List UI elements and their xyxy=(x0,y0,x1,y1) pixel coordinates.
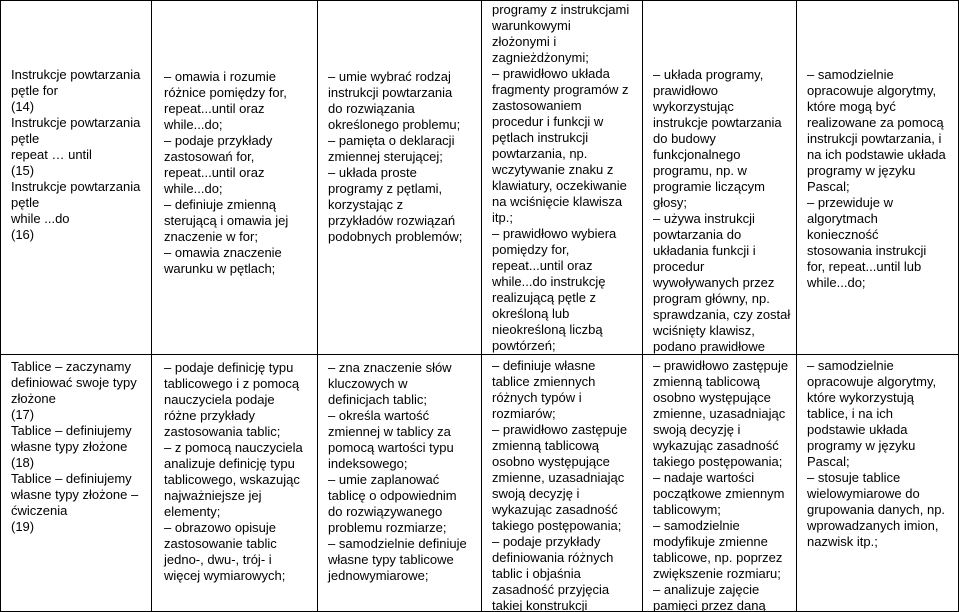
cell-text-line: for, repeat...until lub xyxy=(807,259,922,274)
cell-level-1 xyxy=(151,354,317,612)
cell-text-line: pamięci przez daną xyxy=(653,598,766,612)
cell-text-line: – stosuje tablice xyxy=(807,470,901,485)
cell-text-line: itp.; xyxy=(492,210,513,225)
cell-lines xyxy=(643,67,796,354)
cell-text-line: – prawidłowo wybiera xyxy=(492,226,617,241)
cell-level-4 xyxy=(642,0,796,354)
cell-text-line: tablicowego, wskazując xyxy=(164,472,300,487)
cell-lines xyxy=(152,69,317,277)
cell-text-line: osobno występujące xyxy=(492,454,610,469)
cell-text-line: fragmenty programów z xyxy=(492,82,629,97)
cell-text-line: definiowania różnych xyxy=(492,550,614,565)
cell-text-line: – podaje przykłady xyxy=(164,133,273,148)
cell-text-line: Tablice – definiujemy xyxy=(11,423,132,438)
cell-text-line: podstawie układa xyxy=(807,422,908,437)
cell-text-line: sprawdzania, czy został xyxy=(653,307,791,322)
cell-text-line: pomocą wartości typu xyxy=(328,440,454,455)
cell-text-line: powtórzeń; xyxy=(492,338,556,353)
cell-text-line: które mogą być xyxy=(807,99,896,114)
cell-text-line: – umie zaplanować xyxy=(328,472,440,487)
cell-text-line: Tablice – zaczynamy xyxy=(11,359,131,374)
cell-text-line: konieczność xyxy=(807,227,879,242)
cell-text-line: – obrazowo opisuje xyxy=(164,520,277,535)
cell-text-line: – układa programy, xyxy=(653,67,764,82)
cell-level-4 xyxy=(642,354,796,612)
table-row-arrays xyxy=(0,354,959,612)
cell-text-line: – samodzielnie xyxy=(653,518,740,533)
cell-text-line: (19) xyxy=(11,519,35,534)
cell-text-line: zmienną tablicową xyxy=(653,374,760,389)
cell-text-line: podobnych problemów; xyxy=(328,229,463,244)
cell-text-line: zmiennej w tablicy za xyxy=(328,424,451,439)
cell-lines xyxy=(482,358,642,612)
cell-text-line: tablicowego i z pomocą xyxy=(164,376,300,391)
cell-text-line: analizuje definicję typu xyxy=(164,456,295,471)
cell-text-line: repeat...until oraz xyxy=(164,101,265,116)
cell-text-line: zwiększenie rozmiaru; xyxy=(653,566,781,581)
cell-text-line: Pascal; xyxy=(807,454,850,469)
cell-text-line: repeat … until xyxy=(11,147,92,162)
cell-text-line: – zna znaczenie słów xyxy=(328,360,452,375)
cell-text-line: takiego postępowania; xyxy=(492,518,622,533)
cell-text-line: instrukcji powtarzania xyxy=(328,85,453,100)
cell-text-line: – omawia i rozumie xyxy=(164,69,276,84)
cell-level-5 xyxy=(796,354,959,612)
cell-text-line: – prawidłowo zastępuje xyxy=(492,422,628,437)
cell-text-line: do budowy xyxy=(653,131,716,146)
cell-text-line: – definiuje własne xyxy=(492,358,596,373)
cell-text-line: programie liczącym xyxy=(653,179,765,194)
cell-text-line: swoją decyzję i xyxy=(653,422,741,437)
cell-text-line: programy w języku xyxy=(807,163,916,178)
cell-topic xyxy=(0,0,151,354)
cell-text-line: nieokreśloną liczbą xyxy=(492,322,603,337)
cell-text-line: własne typy tablicowe xyxy=(328,552,454,567)
cell-text-line: wczytywanie znaku z xyxy=(492,162,614,177)
cell-text-line: określonego problemu; xyxy=(328,117,461,132)
cell-lines xyxy=(482,2,642,354)
cell-text-line: sterującą i omawia jej xyxy=(164,213,289,228)
cell-text-line: – prawidłowo zastępuje xyxy=(653,358,789,373)
cell-text-line: zastosowanie tablic xyxy=(164,536,277,551)
cell-text-line: zasadność przyjęcia xyxy=(492,582,610,597)
cell-text-line: tablic i objaśnia xyxy=(492,566,581,581)
cell-text-line: tablicę o odpowiednim xyxy=(328,488,457,503)
cell-text-line: algorytmach xyxy=(807,211,878,226)
cell-text-line: które wykorzystują xyxy=(807,390,914,405)
cell-text-line: tablice, i na ich xyxy=(807,406,893,421)
cell-text-line: – samodzielnie xyxy=(807,358,894,373)
cell-text-line: while ...do xyxy=(11,211,70,226)
cell-text-line: powtarzania, np. xyxy=(492,146,588,161)
cell-level-3 xyxy=(481,0,642,354)
cell-text-line: różnych typów i xyxy=(492,390,582,405)
cell-level-2 xyxy=(317,0,481,354)
cell-text-line: układania funkcji i xyxy=(653,243,756,258)
cell-text-line: ćwiczenia xyxy=(11,503,68,518)
cell-text-line: prawidłowo xyxy=(653,83,719,98)
cell-text-line: korzystając z xyxy=(328,197,404,212)
cell-lines xyxy=(318,360,481,584)
cell-text-line: – omawia znaczenie xyxy=(164,245,282,260)
cell-text-line: while...do; xyxy=(164,181,223,196)
cell-text-line: tablicowe, np. poprzez xyxy=(653,550,783,565)
cell-text-line: – podaje przykłady xyxy=(492,534,601,549)
cell-lines xyxy=(797,67,958,291)
cell-text-line: zastosowań for, xyxy=(164,149,255,164)
cell-text-line: najważniejsze jej xyxy=(164,488,262,503)
cell-text-line: zmienne, uzasadniając xyxy=(492,470,625,485)
cell-text-line: – pamięta o deklaracji xyxy=(328,133,455,148)
cell-text-line: – przewiduje w xyxy=(807,195,893,210)
cell-text-line: – umie wybrać rodzaj xyxy=(328,69,451,84)
cell-text-line: – definiuje zmienną xyxy=(164,197,277,212)
cell-text-line: wywoływanych przez xyxy=(653,275,775,290)
cell-text-line: rozmiarów; xyxy=(492,406,556,421)
cell-text-line: na ich podstawie układa xyxy=(807,147,946,162)
cell-text-line: procedur xyxy=(653,259,705,274)
cell-text-line: opracowuje algorytmy, xyxy=(807,374,937,389)
cell-text-line: takiej konstrukcji xyxy=(492,598,588,612)
cell-text-line: Pascal; xyxy=(807,179,850,194)
cell-text-line: pomiędzy for, xyxy=(492,242,570,257)
cell-text-line: realizującą pętle z xyxy=(492,290,597,305)
cell-level-2 xyxy=(317,354,481,612)
cell-text-line: kluczowych w xyxy=(328,376,408,391)
cell-text-line: takiego postępowania; xyxy=(653,454,783,469)
cell-text-line: programu, np. w xyxy=(653,163,747,178)
cell-text-line: – układa proste xyxy=(328,165,417,180)
cell-text-line: wykorzystując xyxy=(653,99,734,114)
cell-text-line: wciśnięty klawisz, xyxy=(653,323,755,338)
cell-text-line: znaczenie w for; xyxy=(164,229,258,244)
cell-text-line: (18) xyxy=(11,455,35,470)
cell-text-line: – samodzielnie xyxy=(807,67,894,82)
cell-text-line: warunkowymi xyxy=(492,18,571,33)
cell-level-3 xyxy=(481,354,642,612)
cell-lines xyxy=(152,360,317,584)
cell-text-line: wykazując zasadność xyxy=(653,438,779,453)
cell-text-line: elementy; xyxy=(164,504,221,519)
cell-text-line: instrukcji powtarzania, i xyxy=(807,131,942,146)
cell-level-1 xyxy=(151,0,317,354)
cell-text-line: zagnieżdżonymi; xyxy=(492,50,589,65)
cell-text-line: modyfikuje zmienne xyxy=(653,534,768,549)
cell-text-line: definiować swoje typy xyxy=(11,375,137,390)
cell-lines xyxy=(1,359,151,535)
cell-text-line: tablice zmiennych xyxy=(492,374,596,389)
cell-text-line: pętle xyxy=(11,131,40,146)
cell-text-line: swoją decyzję i xyxy=(492,486,580,501)
cell-text-line: funkcjonalnego xyxy=(653,147,741,162)
cell-text-line: indeksowego; xyxy=(328,456,408,471)
cell-text-line: powtarzania do xyxy=(653,227,742,242)
cell-text-line: grupowania danych, np. xyxy=(807,502,946,517)
cell-text-line: – analizuje zajęcie xyxy=(653,582,760,597)
cell-text-line: różne przykłady xyxy=(164,408,256,423)
cell-text-line: klawiatury, oczekiwanie xyxy=(492,178,627,193)
cell-text-line: instrukcje powtarzania xyxy=(653,115,782,130)
cell-lines xyxy=(643,358,796,612)
cell-text-line: realizowane za pomocą xyxy=(807,115,944,130)
cell-text-line: – określa wartość xyxy=(328,408,430,423)
cell-text-line: osobno występujące xyxy=(653,390,771,405)
cell-text-line: while...do instrukcję xyxy=(492,274,606,289)
cell-text-line: nauczyciela podaje xyxy=(164,392,275,407)
cell-text-line: stosowania instrukcji xyxy=(807,243,927,258)
cell-text-line: Instrukcje powtarzania xyxy=(11,67,141,82)
cell-text-line: nazwisk itp.; xyxy=(807,534,878,549)
cell-text-line: do rozwiązania xyxy=(328,101,415,116)
cell-text-line: zmienną tablicową xyxy=(492,438,599,453)
cell-text-line: (16) xyxy=(11,227,35,242)
cell-text-line: wielowymiarowe do xyxy=(807,486,920,501)
cell-lines xyxy=(797,358,958,550)
cell-text-line: jedno-, dwu-, trój- i xyxy=(164,552,272,567)
cell-text-line: do rozwiązywanego xyxy=(328,504,443,519)
cell-text-line: while...do; xyxy=(164,117,223,132)
cell-text-line: programy z pętlami, xyxy=(328,181,443,196)
cell-text-line: tablicowym; xyxy=(653,502,721,517)
cell-text-line: zastosowaniem xyxy=(492,98,582,113)
cell-text-line: pętle for xyxy=(11,83,58,98)
cell-text-line: programy z instrukcjami xyxy=(492,2,630,17)
cell-text-line: – samodzielnie definiuje xyxy=(328,536,467,551)
cell-text-line: pętlach instrukcji xyxy=(492,130,589,145)
cell-text-line: – z pomocą nauczyciela xyxy=(164,440,303,455)
cell-text-line: pętle xyxy=(11,195,40,210)
cell-text-line: na wciśnięcie klawisza xyxy=(492,194,623,209)
cell-text-line: wprowadzanych imion, xyxy=(807,518,939,533)
cell-text-line: głosy; xyxy=(653,195,687,210)
cell-text-line: – używa instrukcji xyxy=(653,211,755,226)
cell-text-line: zmiennej sterującej; xyxy=(328,149,443,164)
cell-text-line: wykazując zasadność xyxy=(492,502,618,517)
cell-text-line: (14) xyxy=(11,99,35,114)
cell-text-line: własne typy złożone xyxy=(11,439,128,454)
cell-text-line: zmienne, uzasadniając xyxy=(653,406,786,421)
cell-text-line: jednowymiarowe; xyxy=(328,568,429,583)
cell-text-line: definicjach tablic; xyxy=(328,392,427,407)
cell-text-line: opracowuje algorytmy, xyxy=(807,83,937,98)
cell-topic xyxy=(0,354,151,612)
cell-text-line: określoną lub xyxy=(492,306,570,321)
cell-text-line: repeat...until oraz xyxy=(492,258,593,273)
cell-lines xyxy=(1,67,151,243)
cell-text-line: początkowe zmiennym xyxy=(653,486,785,501)
cell-text-line: złożonymi i xyxy=(492,34,557,49)
cell-text-line: programy w języku xyxy=(807,438,916,453)
cell-text-line: Instrukcje powtarzania xyxy=(11,179,141,194)
cell-text-line: więcej wymiarowych; xyxy=(164,568,286,583)
cell-lines xyxy=(318,69,481,245)
cell-text-line: – podaje definicję typu xyxy=(164,360,294,375)
cell-text-line: Instrukcje powtarzania xyxy=(11,115,141,130)
cell-text-line: warunku w pętlach; xyxy=(164,261,276,276)
cell-text-line: (15) xyxy=(11,163,35,178)
cell-text-line: własne typy złożone – xyxy=(11,487,139,502)
cell-text-line: (17) xyxy=(11,407,35,422)
cell-text-line: różnice pomiędzy for, xyxy=(164,85,287,100)
cell-text-line: złożone xyxy=(11,391,56,406)
cell-text-line: program główny, np. xyxy=(653,291,770,306)
cell-text-line: repeat...until oraz xyxy=(164,165,265,180)
cell-text-line: – prawidłowo układa xyxy=(492,66,610,81)
cell-text-line: przykładów rozwiązań xyxy=(328,213,456,228)
cell-text-line: while...do; xyxy=(807,275,866,290)
cell-text-line: zastosowania tablic; xyxy=(164,424,281,439)
cell-text-line: procedur i funkcji w xyxy=(492,114,604,129)
cell-text-line: – nadaje wartości xyxy=(653,470,755,485)
cell-text-line: podano prawidłowe xyxy=(653,339,766,354)
cell-text-line: problemu rozmiarze; xyxy=(328,520,447,535)
cell-level-5 xyxy=(796,0,959,354)
cell-text-line: Tablice – definiujemy xyxy=(11,471,132,486)
